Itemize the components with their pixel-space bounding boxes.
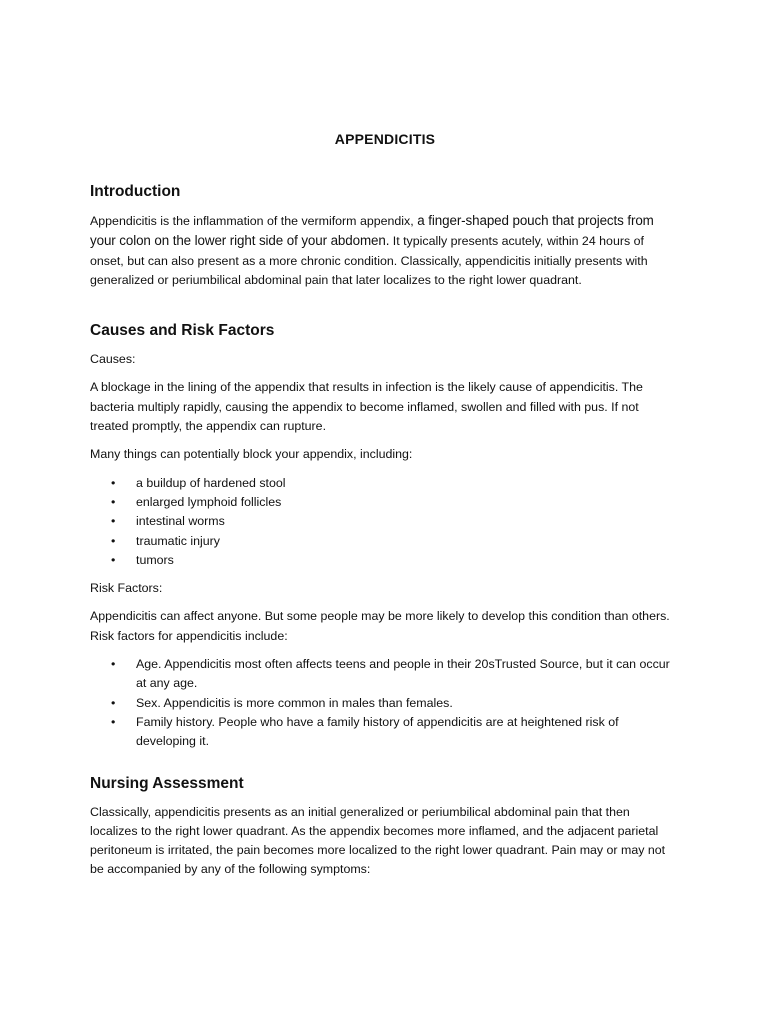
list-item-text: enlarged lymphoid follicles bbox=[136, 494, 282, 509]
causes-label: Causes: bbox=[90, 352, 136, 367]
bullet-icon: • bbox=[111, 533, 116, 548]
intro-text-part-3: It typically presents acutely, within 24 hours of onset, but can also present as a more chronic condition. Classically, appendicitis initially presents with generalized or periumbilical abdominal pain that later localizes to the right lower quadrant. bbox=[90, 234, 648, 287]
list-item-text: Family history. People who have a family history of appendicitis are at heightened risk of developing it. bbox=[136, 714, 619, 749]
intro-text-part-2: a finger-shaped pouch that projects from your colon on the lower right side of your abdomen. bbox=[90, 213, 654, 249]
list-item-text: Age. Appendicitis most often affects teens and people in their 20sTrusted Source, but it can occur at any age. bbox=[136, 657, 670, 691]
bullet-icon: • bbox=[111, 657, 116, 672]
bullet-icon: • bbox=[111, 475, 116, 490]
block-intro: Many things can potentially block your appendix, including: bbox=[90, 447, 413, 462]
risk-factors-label: Risk Factors: bbox=[90, 581, 163, 596]
list-item bbox=[90, 551, 680, 570]
nursing-paragraph: Classically, appendicitis presents as an initial generalized or periumbilical abdominal pain that then localizes to the right lower quadrant. As the appendix becomes more inflamed, and the adjacent parietal peritoneum is irritated, the pain becomes more localized to the right lower quadrant. Pain may or may not be accompanied by any of the following symptoms: bbox=[90, 804, 666, 877]
heading-introduction: Introduction bbox=[90, 183, 181, 200]
list-item bbox=[90, 532, 680, 551]
bullet-icon: • bbox=[111, 695, 116, 710]
heading-nursing-assessment: Nursing Assessment bbox=[90, 774, 244, 792]
list-item-text: a buildup of hardened stool bbox=[136, 475, 286, 490]
list-item-text: intestinal worms bbox=[136, 514, 225, 529]
list-item-text: tumors bbox=[136, 552, 174, 567]
bullet-icon: • bbox=[111, 552, 116, 567]
document-title: APPENDICITIS bbox=[334, 131, 436, 147]
causes-paragraph: A blockage in the lining of the appendix that results in infection is the likely cause of appendicitis. The bacteria multiply rapidly, causing the appendix to become inflamed, swollen and filled with pus. If not treated promptly, the appendix can rupture. bbox=[90, 380, 643, 434]
list-item bbox=[90, 512, 680, 531]
bullet-icon: • bbox=[111, 514, 116, 529]
list-item-text: traumatic injury bbox=[136, 533, 221, 548]
risk-factors-list bbox=[90, 655, 680, 751]
list-item bbox=[90, 694, 680, 713]
document-body bbox=[90, 128, 680, 889]
bullet-icon: • bbox=[111, 714, 116, 729]
list-item bbox=[90, 474, 680, 493]
risk-paragraph: Appendicitis can affect anyone. But some people may be more likely to develop this condition than others. Risk factors for appendicitis include: bbox=[90, 609, 670, 643]
heading-causes-risk-factors: Causes and Risk Factors bbox=[90, 322, 275, 340]
intro-text-part-1: Appendicitis is the inflammation of the vermiform appendix, bbox=[90, 214, 414, 228]
list-item-text: Sex. Appendicitis is more common in males than females. bbox=[136, 695, 453, 710]
block-causes-list bbox=[90, 474, 680, 570]
list-item bbox=[90, 655, 680, 694]
list-item bbox=[90, 493, 680, 512]
intro-paragraph bbox=[90, 211, 680, 290]
bullet-icon: • bbox=[111, 494, 116, 509]
list-item bbox=[90, 713, 680, 752]
